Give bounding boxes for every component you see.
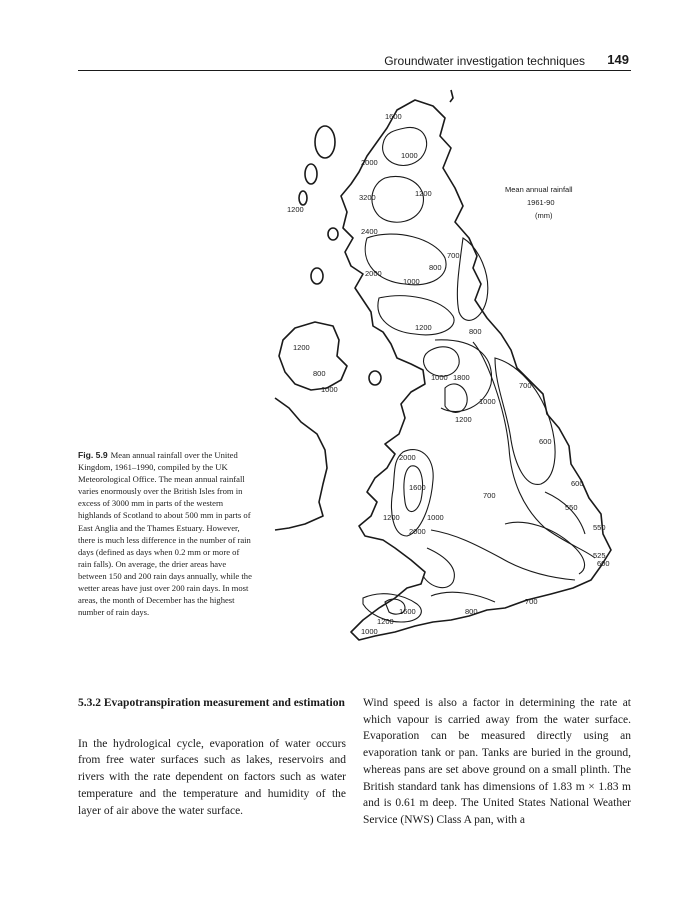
section-heading: 5.3.2 Evapotranspiration measurement and estimation: [78, 697, 345, 709]
isohyet-line: [423, 548, 454, 588]
isohyet-label: 1800: [453, 373, 470, 382]
isohyet-label: 800: [429, 263, 442, 272]
isohyet-label: 1000: [427, 513, 444, 522]
isohyet-label: 2000: [399, 453, 416, 462]
figure-caption: [78, 449, 254, 618]
running-head: [78, 52, 629, 70]
island-outline: [299, 191, 307, 205]
left-column: [78, 695, 346, 819]
isohyet-line: [431, 530, 575, 580]
isohyet-label: 700: [483, 491, 496, 500]
isohyet-label: 800: [313, 369, 326, 378]
right-column: [363, 695, 631, 829]
island-outline: [369, 371, 381, 385]
legend-unit: (mm): [535, 211, 553, 220]
isohyet-line: [372, 176, 424, 222]
island-outline: [311, 268, 323, 284]
isohyet-label: 1200: [377, 617, 394, 626]
isohyet-label: 550: [593, 523, 606, 532]
ireland-coast: [275, 398, 327, 530]
rainfall-map: [255, 88, 635, 648]
isohyet-label: 550: [565, 503, 578, 512]
isohyet-line: [545, 492, 585, 534]
isohyet-label: 1000: [321, 385, 338, 394]
northern-ireland-outline: [279, 322, 347, 390]
isohyet-label: 1200: [293, 343, 310, 352]
left-paragraph: In the hydrological cycle, evaporation of water occurs from free water surfaces such as lakes, reservoirs and rivers with the rate dependent on factors such as water temperature and the temperature and humidity of the layer of air above the water surface.: [78, 737, 346, 817]
isohyet-line: [457, 238, 487, 320]
isohyet-label: 1000: [431, 373, 448, 382]
island-outline: [328, 228, 338, 240]
isohyet-label: 2000: [409, 527, 426, 536]
isohyet-label: 1200: [415, 323, 432, 332]
great-britain-outline: [341, 100, 611, 640]
isohyet-label: 1200: [383, 513, 400, 522]
isohyet-line: [495, 358, 555, 484]
isohyet-line: [424, 347, 460, 376]
island-outline: [315, 126, 335, 158]
isohyet-label: 1200: [455, 415, 472, 424]
island-outline: [450, 90, 453, 102]
isohyet-label: 600: [539, 437, 552, 446]
isohyet-label: 800: [465, 607, 478, 616]
isohyet-lines: [363, 127, 595, 622]
map-legend: [505, 185, 573, 220]
isohyet-label: 1000: [479, 397, 496, 406]
isohyet-label: 700: [525, 597, 538, 606]
running-title: Groundwater investigation techniques: [384, 54, 585, 68]
caption-text: Mean annual rainfall over the United Kingdom, 1961–1990, compiled by the UK Meteorological Office. The mean annual rainfall varies enormously over the British Isles from in excess of 3000 mm in parts of the western highlands of Scotland to about 500 mm in parts of East Anglia and the Thames Estuary. However, there is much less difference in the number of rain days (defined as days when 0.2 mm or more of rain falls). On average, the drier areas have between 150 and 200 rain days annually, while the wetter areas have just over 200 rain days. In most areas, the month of December has the highest number of rain days.: [78, 450, 252, 618]
isohyet-label: 3200: [359, 193, 376, 202]
figure-label: Fig. 5.9: [78, 450, 108, 460]
isohyet-line: [392, 450, 434, 536]
isohyet-label: 2000: [361, 158, 378, 167]
isohyet-label: 600: [597, 559, 610, 568]
isohyet-label: 700: [447, 251, 460, 260]
isohyet-label: 1200: [287, 205, 304, 214]
legend-title: Mean annual rainfall: [505, 185, 573, 194]
right-paragraph: Wind speed is also a factor in determining the rate at which vapour is carried away from the water surface. Evaporation can be measured directly using an evaporation tank or pan. Tanks are buried in the ground, whereas pans are set above ground on a small plinth. The British standard tank has dimensions of 1.83 m × 1.83 m and is 0.61 m deep. The United States National Weather Service (NWS) Class A pan, with a: [363, 697, 631, 826]
isohyet-label: 1000: [361, 627, 378, 636]
isohyet-label: 1200: [415, 189, 432, 198]
page-number: 149: [607, 52, 629, 67]
isohyet-label: 1600: [385, 112, 402, 121]
isohyet-label: 1000: [403, 277, 420, 286]
isohyet-label: 1600: [409, 483, 426, 492]
isohyet-label: 525: [593, 551, 606, 560]
isohyet-label: 2000: [365, 269, 382, 278]
isohyet-label: 700: [519, 381, 532, 390]
legend-period: 1961-90: [527, 198, 555, 207]
isohyet-line: [445, 384, 467, 412]
isohyet-label: 1000: [401, 151, 418, 160]
isohyet-label: 600: [571, 479, 584, 488]
isohyet-line: [431, 592, 495, 602]
header-rule: [78, 70, 631, 71]
uk-rainfall-isohyet-map: [255, 88, 635, 648]
isohyet-label: 1600: [399, 607, 416, 616]
isohyet-label: 800: [469, 327, 482, 336]
isohyet-label: 2400: [361, 227, 378, 236]
island-outline: [305, 164, 317, 184]
